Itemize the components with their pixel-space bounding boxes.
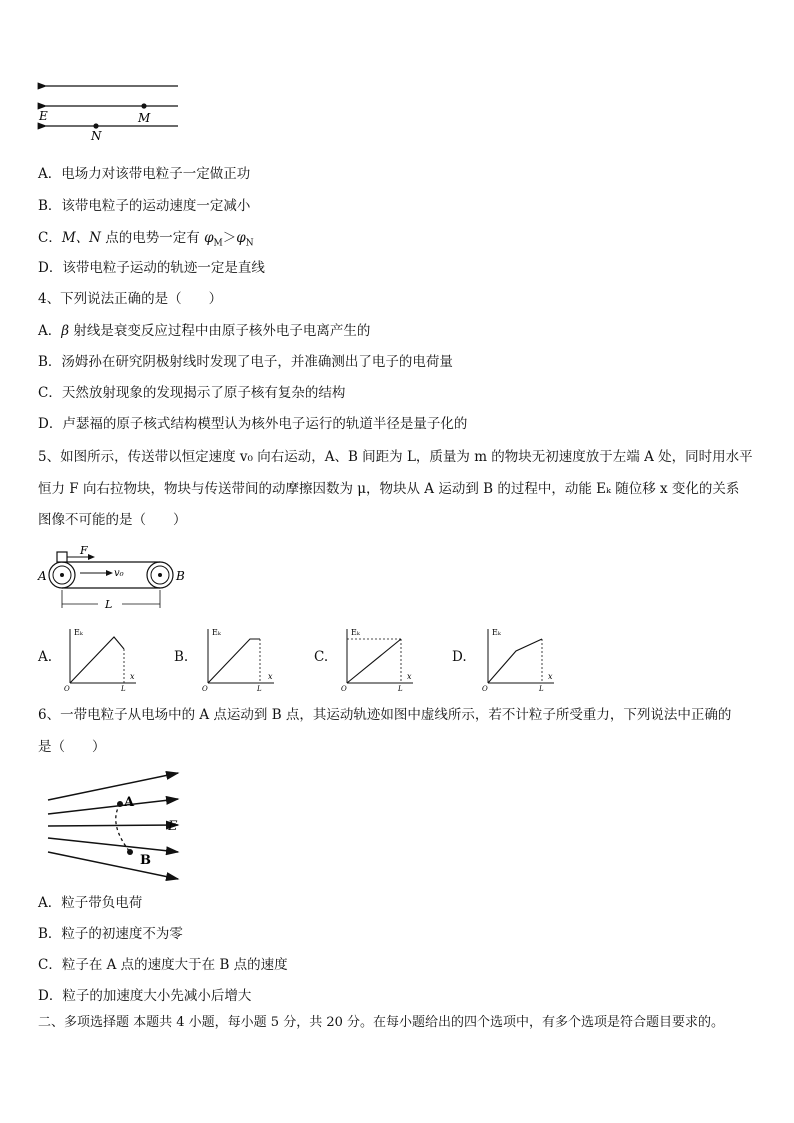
q3-option-d: D．该带电粒子运动的轨迹一定是直线 (38, 260, 265, 276)
q3-c-sub-m: M (213, 238, 223, 249)
label-b: B (176, 569, 185, 583)
label-a: A (38, 569, 47, 583)
q5-graph-c (339, 625, 419, 693)
q4-option-d: D．卢瑟福的原子核式结构模型认为核外电子运行的轨道半径是量子化的 (38, 416, 468, 432)
q5-stem-line-2: 恒力 F 向右拉物块，物块与传送带间的动摩擦因数为 μ，物块从 A 运动到 B 的过程中，动能 Eₖ 随位移 x 变化的关系 (38, 481, 740, 497)
graph-b-origin: O (202, 685, 208, 693)
q4-option-c: C．天然放射现象的发现揭示了原子核有复杂的结构 (38, 385, 346, 401)
section-2-heading: 二、多项选择题 本题共 4 小题，每小题 5 分，共 20 分。在每小题给出的四个选项中，有多个选项是符合题目要求的。 (38, 1015, 725, 1030)
q5-stem-line-1: 5、如图所示，传送带以恒定速度 v₀ 向右运动，A、B 间距为 L，质量为 m 的物块无初速度放于左端 A 处，同时用水平 (38, 449, 753, 465)
label-e: E (168, 819, 178, 834)
q5-graph-b (200, 625, 280, 693)
label-n: N (91, 129, 102, 143)
q4-a-prefix: A． (38, 323, 62, 339)
graph-c-ek-label: Eₖ (351, 628, 360, 637)
q3-c-prefix: C． (38, 230, 62, 246)
q3-c-sub-n: N (245, 238, 254, 249)
conveyor-belt-figure (38, 542, 198, 612)
q5-stem-line-3: 图像不可能的是（ ） (38, 512, 187, 528)
point-b (127, 849, 133, 855)
graph-d-origin: O (482, 685, 488, 693)
graph-b-l-label: L (257, 685, 262, 693)
block (57, 552, 67, 562)
q5-graph-d (480, 625, 560, 693)
q4-a-text: 射线是衰变反应过程中由原子核外电子电离产生的 (69, 323, 371, 339)
q6-option-d: D．粒子的加速度大小先减小后增大 (38, 988, 252, 1004)
q3-option-c (38, 228, 254, 254)
q4-a-beta: β (61, 323, 70, 339)
label-a: A (124, 795, 135, 810)
graph-b-x-label: x (268, 672, 273, 681)
graph-c-origin: O (341, 685, 347, 693)
q6-option-a: A．粒子带负电荷 (38, 895, 143, 911)
graph-b-ek-label: Eₖ (212, 628, 221, 637)
q5-option-d-label: D. (452, 649, 467, 665)
graph-a-ek-label: Eₖ (74, 628, 83, 637)
q5-graph-a (62, 625, 142, 693)
field-lines-figure (38, 80, 178, 143)
q6-option-c: C．粒子在 A 点的速度大于在 B 点的速度 (38, 957, 288, 973)
q6-stem-line-2: 是（ ） (38, 739, 106, 755)
label-e: E (39, 109, 48, 123)
electric-field-figure (44, 768, 194, 884)
graph-c-x-label: x (407, 672, 412, 681)
label-b: B (140, 853, 151, 868)
q3-option-b: B．该带电粒子的运动速度一定减小 (38, 198, 251, 214)
q4-option-b: B．汤姆孙在研究阴极射线时发现了电子，并准确测出了电子的电荷量 (38, 354, 453, 370)
q3-c-points: M、N (61, 230, 101, 246)
graph-a-l-label: L (121, 685, 126, 693)
label-v0: v₀ (114, 568, 124, 579)
q3-c-phi-m: φ (204, 230, 214, 246)
q6-option-b: B．粒子的初速度不为零 (38, 926, 183, 942)
graph-a-origin: O (64, 685, 70, 693)
q4-stem: 4、下列说法正确的是（ ） (38, 291, 223, 307)
graph-d-l-label: L (539, 685, 544, 693)
q6-stem-line-1: 6、一带电粒子从电场中的 A 点运动到 B 点，其运动轨迹如图中虚线所示，若不计粒子所受重力，下列说法中正确的 (38, 707, 732, 723)
q4-option-a (38, 321, 370, 341)
q5-option-c-label: C. (314, 649, 329, 665)
point-n (93, 123, 98, 128)
graph-d-x-label: x (548, 672, 553, 681)
graph-a-x-label: x (130, 672, 135, 681)
graph-c-l-label: L (398, 685, 403, 693)
q3-option-a: A．电场力对该带电粒子一定做正功 (38, 166, 251, 182)
label-l: L (105, 598, 113, 611)
q3-c-phi-n: φ (236, 230, 246, 246)
point-m (141, 103, 146, 108)
q5-option-b-label: B. (174, 649, 189, 665)
point-a (117, 801, 123, 807)
label-m: M (138, 111, 151, 125)
q3-c-gt: ＞ (222, 230, 237, 246)
label-f: F (80, 544, 88, 557)
q3-c-text: 点的电势一定有 (100, 230, 205, 246)
q5-option-a-label: A. (38, 649, 53, 665)
graph-d-ek-label: Eₖ (492, 628, 501, 637)
